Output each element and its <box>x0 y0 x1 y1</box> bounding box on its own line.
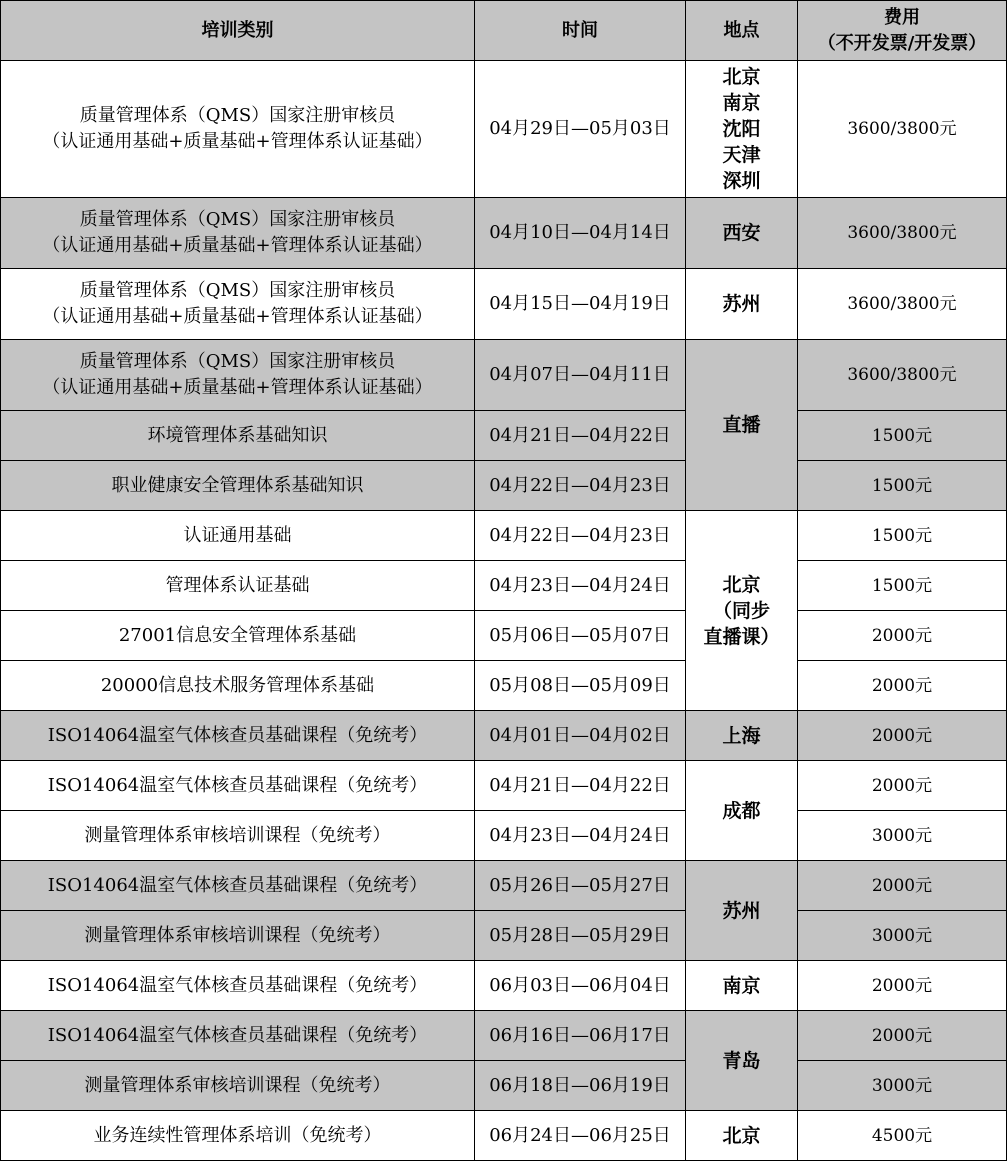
course-fee: 2000元 <box>798 711 1007 761</box>
table-row <box>1 1011 1007 1061</box>
course-fee: 1500元 <box>798 411 1007 461</box>
table-row <box>1 340 1007 411</box>
table-row <box>1 1111 1007 1161</box>
course-name: 测量管理体系审核培训课程（免统考） <box>1 1061 475 1111</box>
course-name: 质量管理体系（QMS）国家注册审核员 （认证通用基础+质量基础+管理体系认证基础） <box>1 269 475 340</box>
table-row <box>1 711 1007 761</box>
course-fee: 4500元 <box>798 1111 1007 1161</box>
table-row <box>1 861 1007 911</box>
table-row <box>1 511 1007 561</box>
table-row <box>1 1061 1007 1111</box>
course-time: 04月15日—04月19日 <box>475 269 686 340</box>
table-row <box>1 761 1007 811</box>
course-location: 上海 <box>686 711 798 761</box>
course-fee: 1500元 <box>798 561 1007 611</box>
course-location: 西安 <box>686 198 798 269</box>
table-row <box>1 411 1007 461</box>
course-time: 06月18日—06月19日 <box>475 1061 686 1111</box>
course-fee: 1500元 <box>798 461 1007 511</box>
course-time: 04月01日—04月02日 <box>475 711 686 761</box>
course-fee: 3600/3800元 <box>798 61 1007 198</box>
course-name: 环境管理体系基础知识 <box>1 411 475 461</box>
course-time: 04月23日—04月24日 <box>475 811 686 861</box>
course-name: 27001信息安全管理体系基础 <box>1 611 475 661</box>
table-row <box>1 561 1007 611</box>
course-time: 04月22日—04月23日 <box>475 511 686 561</box>
course-location: 北京 南京 沈阳 天津 深圳 <box>686 61 798 198</box>
course-location: 北京 （同步 直播课） <box>686 511 798 711</box>
course-fee: 2000元 <box>798 1011 1007 1061</box>
course-fee: 2000元 <box>798 761 1007 811</box>
course-name: ISO14064温室气体核查员基础课程（免统考） <box>1 761 475 811</box>
course-time: 04月21日—04月22日 <box>475 761 686 811</box>
course-fee: 2000元 <box>798 961 1007 1011</box>
course-name: ISO14064温室气体核查员基础课程（免统考） <box>1 861 475 911</box>
course-time: 06月03日—06月04日 <box>475 961 686 1011</box>
course-time: 04月07日—04月11日 <box>475 340 686 411</box>
course-fee: 3000元 <box>798 1061 1007 1111</box>
header-fee <box>798 1 1007 61</box>
course-name: ISO14064温室气体核查员基础课程（免统考） <box>1 961 475 1011</box>
course-name: 管理体系认证基础 <box>1 561 475 611</box>
course-time: 05月08日—05月09日 <box>475 661 686 711</box>
course-location: 北京 <box>686 1111 798 1161</box>
course-time: 04月23日—04月24日 <box>475 561 686 611</box>
table-row <box>1 661 1007 711</box>
course-time: 04月21日—04月22日 <box>475 411 686 461</box>
course-time: 05月28日—05月29日 <box>475 911 686 961</box>
course-name: 认证通用基础 <box>1 511 475 561</box>
course-fee: 3600/3800元 <box>798 340 1007 411</box>
course-fee: 1500元 <box>798 511 1007 561</box>
course-fee: 2000元 <box>798 861 1007 911</box>
header-fee-title: 费用 <box>884 6 920 28</box>
course-time: 05月26日—05月27日 <box>475 861 686 911</box>
header-row <box>1 1 1007 61</box>
course-fee: 3000元 <box>798 811 1007 861</box>
course-time: 04月22日—04月23日 <box>475 461 686 511</box>
course-fee: 2000元 <box>798 661 1007 711</box>
table-row <box>1 61 1007 198</box>
course-location: 青岛 <box>686 1011 798 1111</box>
course-time: 04月29日—05月03日 <box>475 61 686 198</box>
table-row <box>1 961 1007 1011</box>
table-row <box>1 611 1007 661</box>
course-name: 测量管理体系审核培训课程（免统考） <box>1 811 475 861</box>
course-fee: 3600/3800元 <box>798 269 1007 340</box>
table-row <box>1 269 1007 340</box>
header-location: 地点 <box>686 1 798 61</box>
course-name: 职业健康安全管理体系基础知识 <box>1 461 475 511</box>
course-fee: 2000元 <box>798 611 1007 661</box>
course-name: ISO14064温室气体核查员基础课程（免统考） <box>1 1011 475 1061</box>
course-time: 06月24日—06月25日 <box>475 1111 686 1161</box>
course-location: 成都 <box>686 761 798 861</box>
table-row <box>1 811 1007 861</box>
course-name: 20000信息技术服务管理体系基础 <box>1 661 475 711</box>
table-row <box>1 461 1007 511</box>
course-location: 苏州 <box>686 269 798 340</box>
course-name: 测量管理体系审核培训课程（免统考） <box>1 911 475 961</box>
course-name: 质量管理体系（QMS）国家注册审核员 （认证通用基础+质量基础+管理体系认证基础） <box>1 61 475 198</box>
course-fee: 3600/3800元 <box>798 198 1007 269</box>
course-location: 南京 <box>686 961 798 1011</box>
course-name: 质量管理体系（QMS）国家注册审核员 （认证通用基础+质量基础+管理体系认证基础） <box>1 198 475 269</box>
course-time: 05月06日—05月07日 <box>475 611 686 661</box>
course-name: ISO14064温室气体核查员基础课程（免统考） <box>1 711 475 761</box>
table-row <box>1 911 1007 961</box>
course-location: 直播 <box>686 340 798 511</box>
header-fee-sub: （不开发票/开发票） <box>817 32 987 54</box>
course-time: 04月10日—04月14日 <box>475 198 686 269</box>
course-location: 苏州 <box>686 861 798 961</box>
header-time: 时间 <box>475 1 686 61</box>
course-name: 业务连续性管理体系培训（免统考） <box>1 1111 475 1161</box>
header-category: 培训类别 <box>1 1 475 61</box>
course-time: 06月16日—06月17日 <box>475 1011 686 1061</box>
table-row <box>1 198 1007 269</box>
course-name: 质量管理体系（QMS）国家注册审核员 （认证通用基础+质量基础+管理体系认证基础） <box>1 340 475 411</box>
course-fee: 3000元 <box>798 911 1007 961</box>
